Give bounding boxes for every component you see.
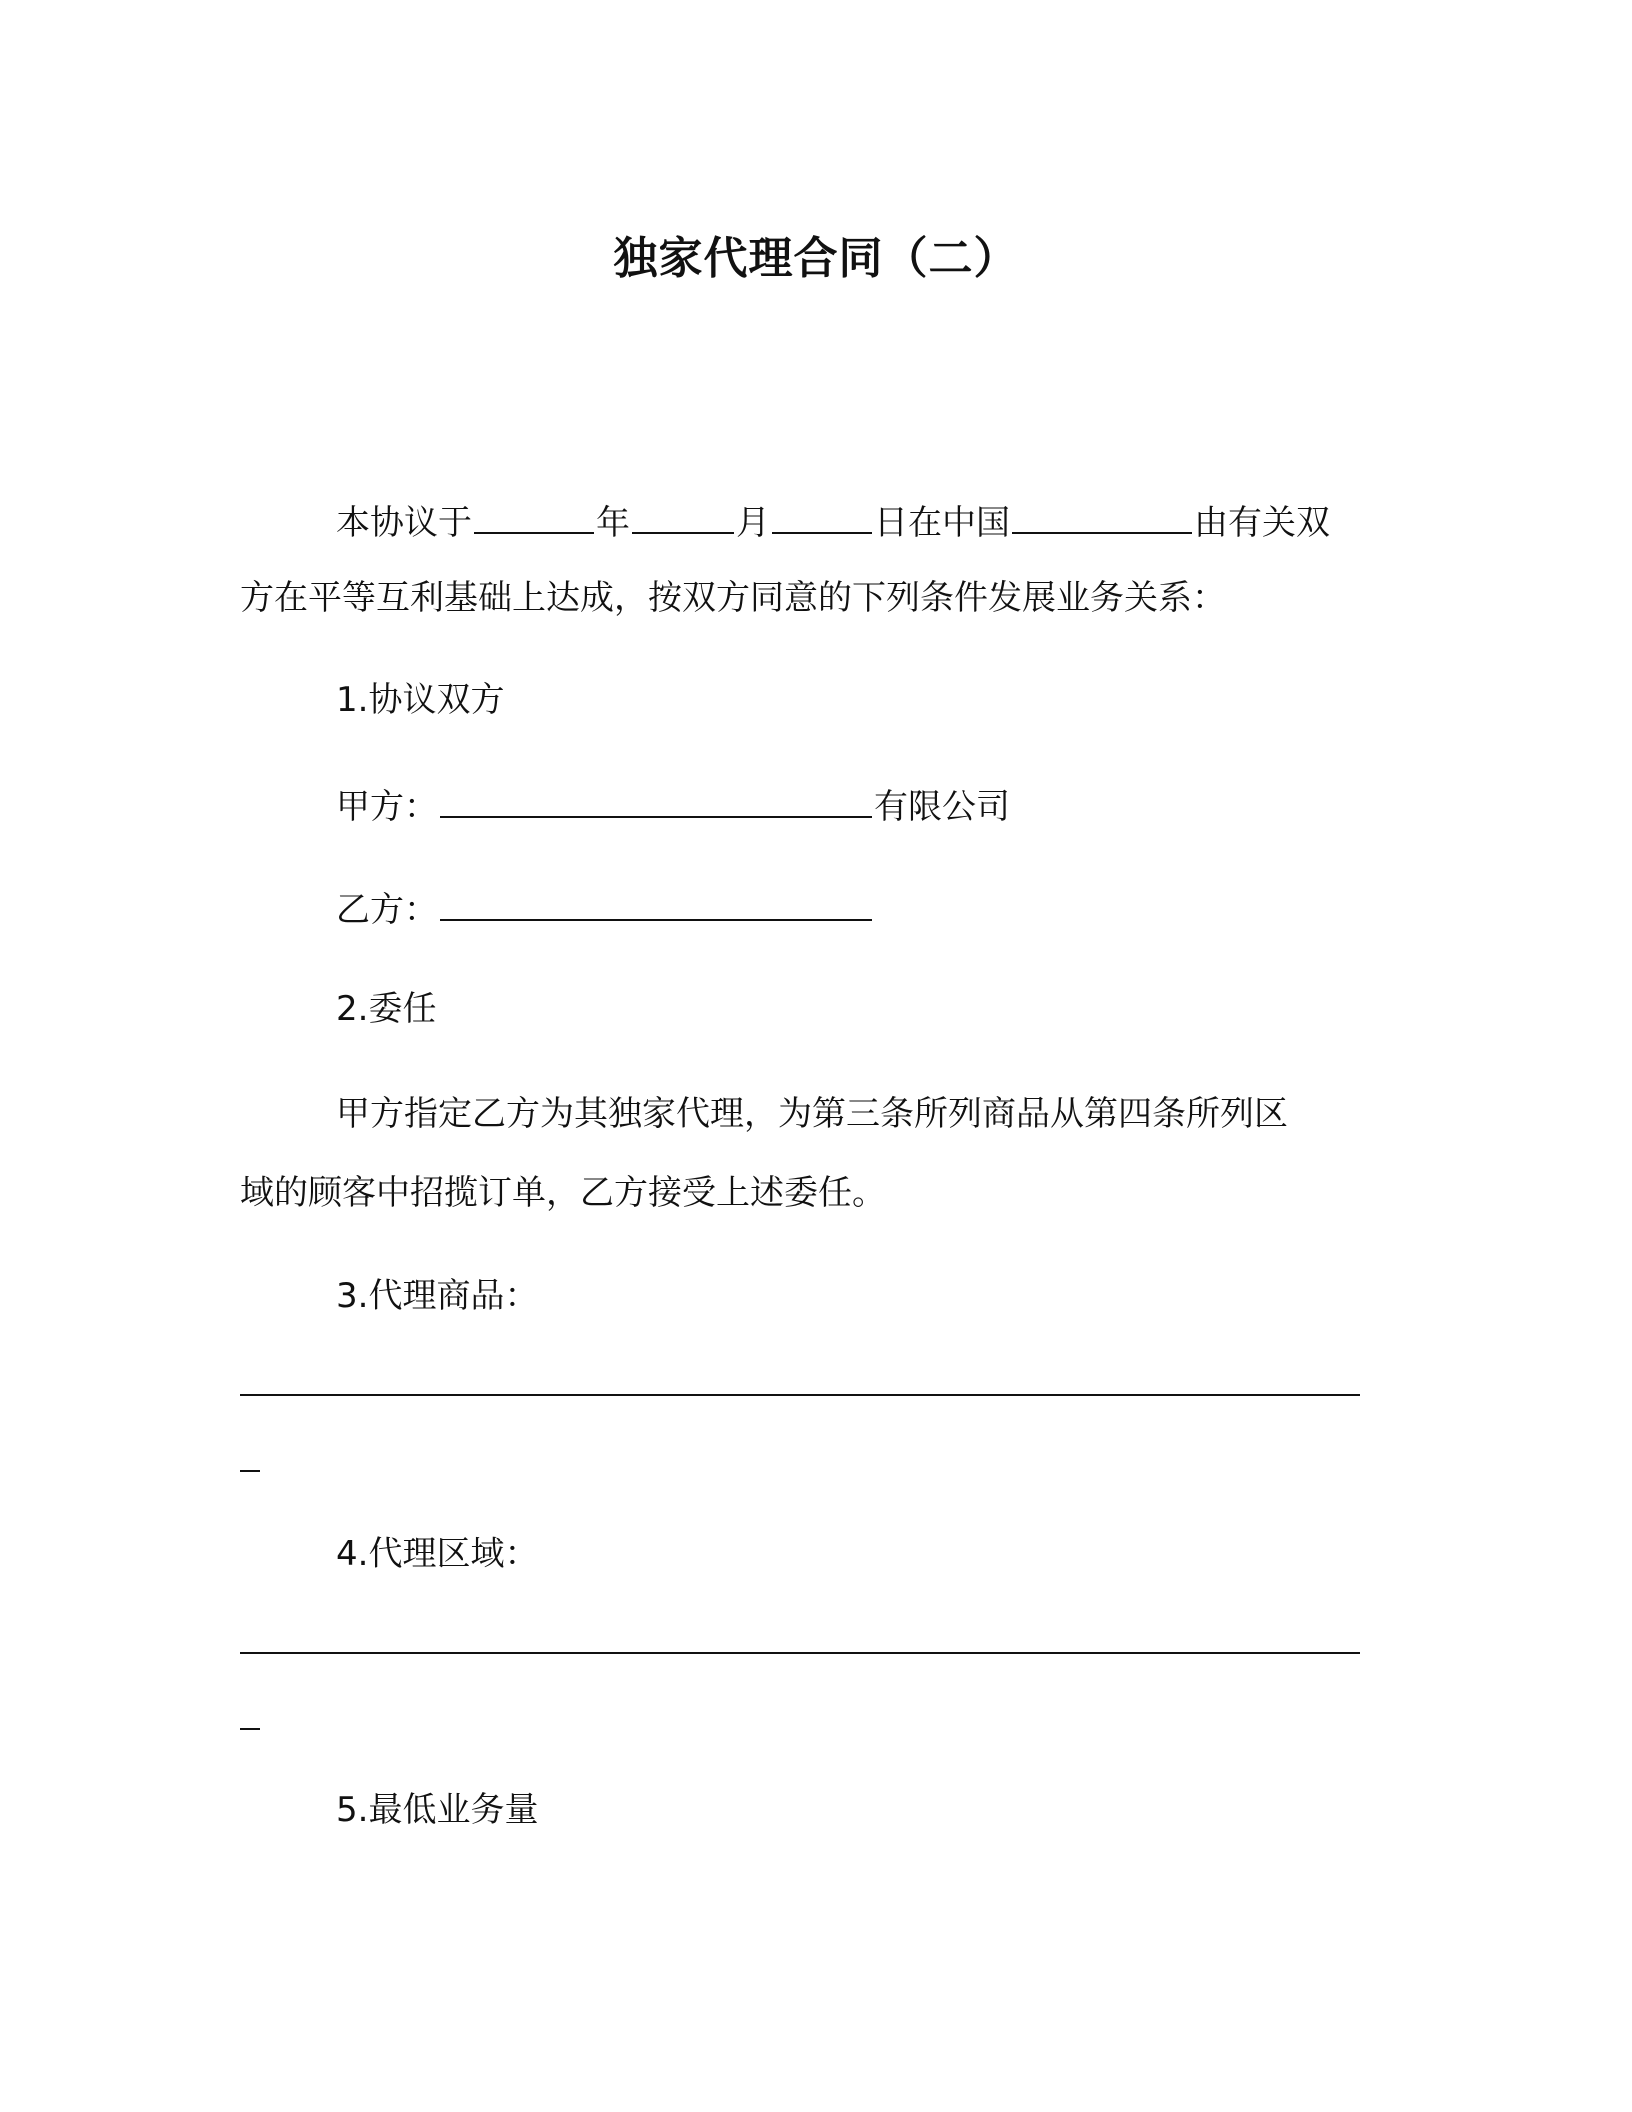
section-4-heading: 4.代理区域： xyxy=(336,1534,539,1574)
party-a-blank xyxy=(440,786,872,818)
location-blank xyxy=(1012,502,1192,534)
section-2-text-line-2: 域的顾客中招揽订单，乙方接受上述委任。 xyxy=(240,1173,886,1213)
section-4-fill-line-end xyxy=(240,1728,260,1730)
party-a-line xyxy=(336,786,1010,827)
party-a-suffix: 有限公司 xyxy=(874,787,1010,827)
section-3-fill-line xyxy=(240,1394,1360,1396)
section-2-text-line-1: 甲方指定乙方为其独家代理，为第三条所列商品从第四条所列区 xyxy=(336,1094,1288,1134)
party-a-label: 甲方： xyxy=(336,787,438,827)
intro-text-5: 由有关双 xyxy=(1194,503,1330,543)
party-b-label: 乙方： xyxy=(336,890,438,930)
intro-text-4: 日在中国 xyxy=(874,503,1010,543)
intro-text-2: 年 xyxy=(596,503,630,543)
section-5-heading: 5.最低业务量 xyxy=(336,1790,539,1830)
day-blank xyxy=(772,502,872,534)
party-b-line xyxy=(336,889,874,930)
document-title: 独家代理合同（二） xyxy=(613,233,1019,284)
month-blank xyxy=(632,502,734,534)
intro-line-1 xyxy=(336,502,1330,543)
section-4-fill-line xyxy=(240,1652,1360,1654)
intro-line-2: 方在平等互利基础上达成，按双方同意的下列条件发展业务关系： xyxy=(240,578,1226,618)
party-b-blank xyxy=(440,889,872,921)
year-blank xyxy=(474,502,594,534)
intro-text-3: 月 xyxy=(736,503,770,543)
intro-text-1: 本协议于 xyxy=(336,503,472,543)
section-3-heading: 3.代理商品： xyxy=(336,1276,539,1316)
section-2-heading: 2.委任 xyxy=(336,989,437,1029)
section-3-fill-line-end xyxy=(240,1470,260,1472)
section-1-heading: 1.协议双方 xyxy=(336,680,505,720)
